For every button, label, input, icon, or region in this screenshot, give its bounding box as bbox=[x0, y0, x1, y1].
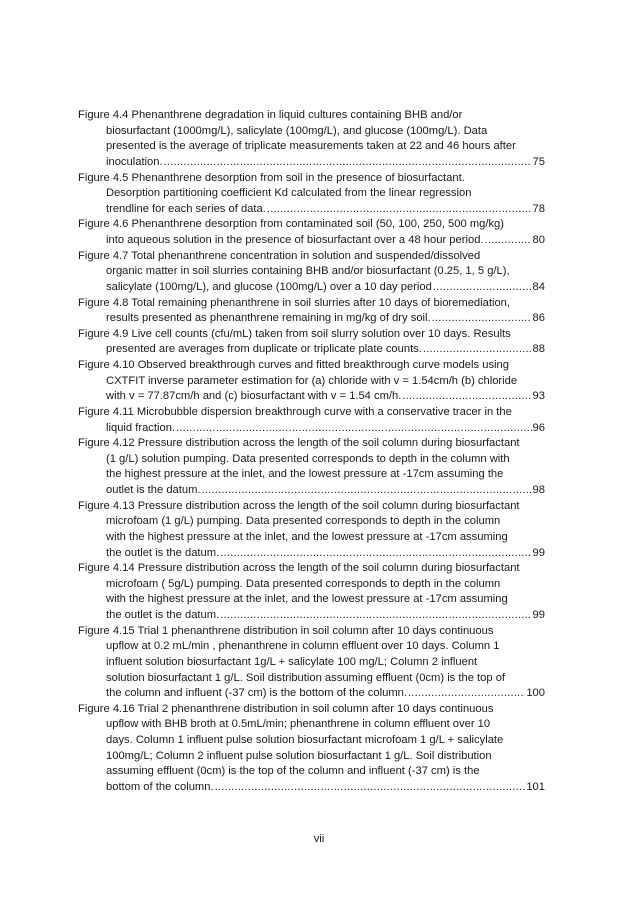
figure-page-number: 96 bbox=[532, 421, 545, 434]
figure-entry-last-line bbox=[78, 155, 545, 171]
figure-page-number: 99 bbox=[532, 609, 545, 621]
figure-entry[interactable] bbox=[78, 702, 545, 796]
figure-entry-last-line bbox=[78, 233, 545, 249]
figure-caption-line: Desorption partitioning coefficient Kd calculated from the linear regression bbox=[106, 187, 472, 200]
figure-entry-last-line bbox=[78, 686, 545, 702]
figure-caption-line: Figure 4.9 Live cell counts (cfu/mL) taken from soil slurry solution over 10 days. Results bbox=[78, 327, 511, 340]
figure-caption-line: CXTFIT inverse parameter estimation for (a) chloride with v = 1.54cm/h (b) chloride bbox=[106, 374, 518, 387]
figure-entry-last-line bbox=[78, 421, 545, 437]
dot-leader bbox=[202, 483, 532, 499]
figure-caption-line: Figure 4.13 Pressure distribution across the length of the soil column during biosurfactant bbox=[78, 499, 520, 512]
figure-entry-last-line bbox=[78, 608, 545, 624]
figure-entry-last-line bbox=[78, 780, 545, 796]
figure-caption-line: Figure 4.8 Total remaining phenanthrene in soil slurries after 10 days of bioremediation, bbox=[78, 296, 511, 309]
figure-entry[interactable] bbox=[78, 327, 545, 358]
figure-entry-last-line bbox=[78, 202, 545, 218]
figure-caption-line: Figure 4.12 Pressure distribution across the length of the soil column during biosurfactant bbox=[78, 437, 520, 450]
figure-page-number: 78 bbox=[532, 202, 545, 215]
figure-entry-last-line bbox=[78, 546, 545, 562]
figure-caption-text: salicylate (100mg/L), and glucose (100mg/L) over a 10 day period bbox=[106, 280, 432, 293]
figure-caption-line: microfoam (1 g/L) pumping. Data presented corresponds to depth in the column bbox=[106, 515, 501, 528]
figure-page-number: 88 bbox=[532, 343, 545, 356]
figure-caption-line: with the highest pressure at the inlet, and the lowest pressure at -17cm assuming bbox=[106, 530, 508, 543]
figure-entry-last-line bbox=[78, 389, 545, 405]
figure-page-number: 75 bbox=[532, 155, 545, 168]
figure-entry-last-line bbox=[78, 342, 545, 358]
figure-entry[interactable] bbox=[78, 561, 545, 624]
figure-entry[interactable] bbox=[78, 358, 545, 405]
dot-leader bbox=[433, 280, 532, 296]
figure-caption-line: 100mg/L; Column 2 influent pulse solution biosurfactant 1 g/L. Soil distribution bbox=[106, 749, 492, 762]
figure-page-number: 101 bbox=[526, 780, 545, 793]
figure-caption-line: organic matter in soil slurries containing BHB and/or biosurfactant (0.25, 1, 5 g/L), bbox=[106, 265, 510, 278]
figure-caption-line: Figure 4.14 Pressure distribution across the length of the soil column during biosurfactant bbox=[78, 562, 520, 575]
figure-entry[interactable] bbox=[78, 436, 545, 499]
figure-caption-line: microfoam ( 5g/L) pumping. Data presented corresponds to depth in the column bbox=[106, 577, 501, 590]
dot-leader bbox=[402, 389, 531, 405]
dot-leader bbox=[267, 202, 532, 218]
page-number: vii bbox=[313, 833, 325, 845]
figure-caption-line: with the highest pressure at the inlet, and the lowest pressure at -17cm assuming bbox=[106, 593, 508, 606]
figure-caption-text: presented are averages from duplicate or triplicate plate counts. bbox=[106, 343, 422, 356]
figure-caption-line: Figure 4.6 Phenanthrene desorption from contaminated soil (50, 100, 250, 500 mg/kg) bbox=[78, 218, 505, 231]
figure-entry-last-line bbox=[78, 311, 545, 327]
figure-caption-line: upflow with BHB broth at 0.5mL/min; phenanthrene in column effluent over 10 bbox=[106, 718, 491, 731]
figure-entry[interactable] bbox=[78, 171, 545, 218]
figure-entry[interactable] bbox=[78, 499, 545, 562]
figure-caption-line: Figure 4.5 Phenanthrene desorption from soil in the presence of biosurfactant. bbox=[78, 171, 465, 184]
dot-leader bbox=[220, 608, 531, 624]
figure-caption-line: Figure 4.11 Microbubble dispersion breakthrough curve with a conservative tracer in the bbox=[78, 405, 512, 418]
figure-entry-last-line bbox=[78, 483, 545, 499]
figure-caption-line: solution biosurfactant 1 g/L. Soil distribution assuming effluent (0cm) is the top of bbox=[106, 671, 506, 684]
figure-caption-line: presented is the average of triplicate measurements taken at 22 and 46 hours after bbox=[106, 140, 516, 153]
figure-caption-line: biosurfactant (1000mg/L), salicylate (100mg/L), and glucose (100mg/L). Data bbox=[106, 124, 488, 137]
figure-caption-line: the highest pressure at the inlet, and the lowest pressure at -17cm assuming the bbox=[106, 468, 504, 481]
figure-caption-text: trendline for each series of data. bbox=[106, 202, 266, 215]
figure-caption-line: influent solution biosurfactant 1g/L + salicylate 100 mg/L; Column 2 influent bbox=[106, 655, 478, 668]
figure-caption-line: Figure 4.7 Total phenanthrene concentration in solution and suspended/dissolved bbox=[78, 249, 481, 262]
figure-caption-text: into aqueous solution in the presence of biosurfactant over a 48 hour period. bbox=[106, 234, 484, 246]
figure-entry[interactable] bbox=[78, 405, 545, 436]
list-of-figures bbox=[78, 108, 545, 796]
figure-caption-line: Figure 4.15 Trial 1 phenanthrene distribution in soil column after 10 days continuous bbox=[78, 624, 494, 637]
dot-leader bbox=[408, 686, 525, 702]
figure-page-number: 100 bbox=[526, 687, 545, 700]
figure-caption-line: days. Column 1 influent pulse solution biosurfactant microfoam 1 g/L + salicylate bbox=[106, 734, 504, 746]
dot-leader bbox=[220, 546, 531, 562]
figure-caption-text: bottom of the column. bbox=[106, 780, 214, 793]
figure-entry[interactable] bbox=[78, 217, 545, 248]
figure-caption-line: Figure 4.4 Phenanthrene degradation in liquid cultures containing BHB and/or bbox=[78, 109, 463, 121]
figure-page-number: 84 bbox=[532, 280, 545, 293]
figure-caption-text: the outlet is the datum. bbox=[106, 609, 220, 621]
figure-caption-line: (1 g/L) solution pumping. Data presented corresponds to depth in the column with bbox=[106, 452, 510, 465]
figure-caption-text: liquid fraction. bbox=[106, 421, 176, 434]
figure-page-number: 98 bbox=[532, 484, 545, 496]
figure-caption-line: assuming effluent (0cm) is the top of the column and influent (-37 cm) is the bbox=[106, 765, 480, 778]
figure-caption-text: outlet is the datum. bbox=[106, 484, 201, 496]
figure-page-number: 99 bbox=[532, 546, 545, 559]
figure-page-number: 80 bbox=[532, 234, 545, 246]
figure-caption-line: Figure 4.16 Trial 2 phenanthrene distribution in soil column after 10 days continuous bbox=[78, 702, 494, 715]
figure-caption-text: the column and influent (-37 cm) is the bottom of the column. bbox=[106, 687, 407, 700]
figure-page-number: 93 bbox=[532, 390, 545, 403]
dot-leader bbox=[164, 155, 532, 171]
figure-entry-last-line bbox=[78, 280, 545, 296]
dot-leader bbox=[215, 780, 526, 796]
figure-caption-line: upflow at 0.2 mL/min , phenanthrene in column effluent over 10 days. Column 1 bbox=[106, 640, 500, 653]
dot-leader bbox=[432, 311, 532, 327]
figure-caption-text: inoculation. bbox=[106, 155, 163, 168]
figure-caption-text: with v = 77.87cm/h and (c) biosurfactant with v = 1.54 cm/h. bbox=[106, 390, 402, 403]
figure-entry[interactable] bbox=[78, 624, 545, 702]
figure-caption-line: Figure 4.10 Observed breakthrough curves and fitted breakthrough curve models using bbox=[78, 359, 509, 371]
figure-page-number: 86 bbox=[532, 312, 545, 325]
dot-leader bbox=[176, 421, 532, 437]
figure-entry[interactable] bbox=[78, 296, 545, 327]
dot-leader bbox=[485, 233, 532, 249]
dot-leader bbox=[423, 342, 532, 358]
figure-caption-text: results presented as phenanthrene remaining in mg/kg of dry soil. bbox=[106, 312, 431, 325]
figure-entry[interactable] bbox=[78, 249, 545, 296]
figure-entry[interactable] bbox=[78, 108, 545, 171]
figure-caption-text: the outlet is the datum. bbox=[106, 546, 220, 559]
